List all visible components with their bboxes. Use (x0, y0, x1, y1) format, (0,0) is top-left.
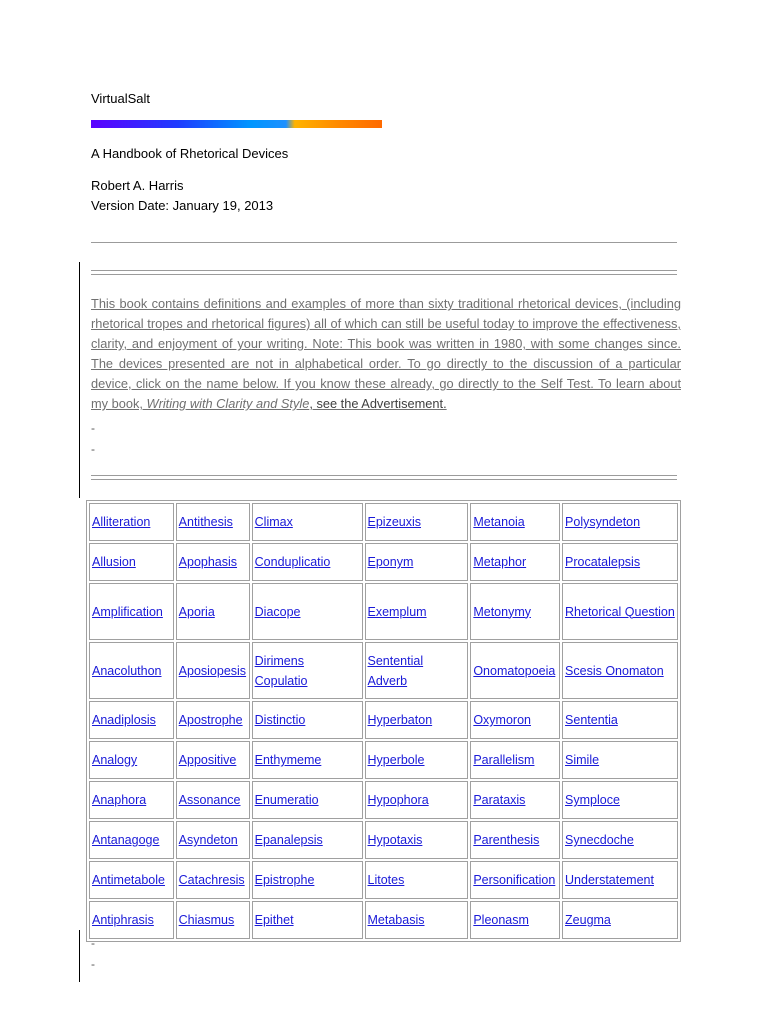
device-link[interactable]: Antithesis (178, 515, 233, 529)
table-cell (176, 781, 250, 819)
device-link[interactable]: Sententia (565, 713, 618, 727)
table-cell (470, 861, 560, 899)
table-cell (470, 821, 560, 859)
device-link[interactable]: Distinctio (254, 713, 306, 727)
device-link[interactable]: Metanoia (473, 515, 525, 529)
table-row (89, 642, 678, 699)
advertisement-link[interactable]: , see the Advertisement. (309, 396, 447, 411)
table-row (89, 583, 678, 640)
table-row (89, 543, 678, 581)
table-cell (470, 503, 560, 541)
device-link[interactable]: Assonance (178, 793, 241, 807)
device-link[interactable]: Personification (473, 873, 556, 887)
table-row (89, 701, 678, 739)
device-link[interactable]: Procatalepsis (565, 555, 641, 569)
device-link[interactable]: Hyperbaton (367, 713, 433, 727)
device-link[interactable]: Metabasis (367, 913, 425, 927)
device-link[interactable]: Anacoluthon (92, 663, 162, 678)
table-row (89, 901, 678, 939)
table-cell (470, 642, 560, 699)
table-row (89, 781, 678, 819)
device-link[interactable]: Eponym (367, 555, 414, 569)
device-link[interactable]: Enthymeme (254, 753, 322, 767)
rhetorical-devices-table (86, 500, 681, 942)
table-cell (470, 583, 560, 640)
device-link[interactable]: Onomatopoeia (473, 663, 556, 678)
device-link[interactable]: Hypophora (367, 793, 429, 807)
table-cell (176, 642, 250, 699)
margin-change-bar (79, 930, 80, 982)
dash-marker: - (91, 936, 95, 950)
table-cell (89, 781, 174, 819)
device-link[interactable]: Apostrophe (178, 713, 243, 727)
horizontal-rule (91, 242, 677, 243)
device-link[interactable]: Synecdoche (565, 833, 634, 847)
device-link[interactable]: Metaphor (473, 555, 527, 569)
table-cell (176, 901, 250, 939)
table-cell (562, 701, 678, 739)
device-link[interactable]: Anaphora (92, 793, 147, 807)
table-cell (176, 821, 250, 859)
device-link[interactable]: Amplification (92, 604, 163, 619)
double-rule-bottom (91, 475, 677, 480)
device-link[interactable]: Symploce (565, 793, 620, 807)
table-cell (176, 861, 250, 899)
table-cell (176, 741, 250, 779)
device-link[interactable]: Epizeuxis (367, 515, 422, 529)
table-cell (176, 543, 250, 581)
device-link[interactable]: Parenthesis (473, 833, 540, 847)
table-row (89, 503, 678, 541)
table-cell (252, 503, 363, 541)
table-cell (562, 781, 678, 819)
author-name: Robert A. Harris (91, 178, 184, 193)
table-cell (562, 741, 678, 779)
device-link[interactable]: Litotes (367, 873, 405, 887)
table-cell (470, 543, 560, 581)
table-cell (252, 642, 363, 699)
intro-paragraph[interactable] (91, 294, 681, 414)
device-link[interactable]: Scesis Onomaton (565, 663, 664, 678)
version-date: Version Date: January 19, 2013 (91, 198, 274, 213)
device-link[interactable]: Conduplicatio (254, 555, 331, 569)
table-cell (365, 701, 469, 739)
device-link[interactable]: Antiphrasis (92, 913, 154, 927)
table-cell (365, 861, 469, 899)
table-cell (562, 583, 678, 640)
device-link[interactable]: Alliteration (92, 515, 151, 529)
device-link[interactable]: Antanagoge (92, 833, 160, 847)
device-link[interactable]: Dirimens Copulatio (254, 653, 308, 688)
device-link[interactable]: Parallelism (473, 753, 535, 767)
device-link[interactable]: Pleonasm (473, 913, 529, 927)
table-cell (470, 701, 560, 739)
table-cell (562, 642, 678, 699)
device-link[interactable]: Climax (254, 515, 293, 529)
intro-text: This book contains definitions and examples of more than sixty traditional rhetorical devices, (including rhetorical tropes and rhetorical figures) all of which can still be useful today to improve the effectiveness, clarity, and enjoyment of your writing. Note: This book was written in 1980, with some changes since. The devices presented are not in alphabetical order. To go directly to the discussion of a particular device, click on the name below. If you know these already, go directly to the Self Test. To learn about my book, (91, 296, 681, 411)
table-cell (89, 741, 174, 779)
table-cell (365, 503, 469, 541)
table-cell (365, 741, 469, 779)
table-cell (365, 781, 469, 819)
device-link[interactable]: Catachresis (178, 873, 245, 887)
device-link[interactable]: Epistrophe (254, 873, 315, 887)
document-title: A Handbook of Rhetorical Devices (91, 146, 289, 161)
table-cell (365, 543, 469, 581)
device-link[interactable]: Appositive (178, 753, 237, 767)
table-row (89, 821, 678, 859)
margin-change-bar (79, 262, 80, 498)
table-cell (365, 642, 469, 699)
table-cell (89, 642, 174, 699)
table-cell (562, 901, 678, 939)
site-name: VirtualSalt (91, 91, 151, 106)
table-cell (252, 821, 363, 859)
device-link[interactable]: Epanalepsis (254, 833, 323, 847)
table-cell (562, 861, 678, 899)
table-cell (252, 701, 363, 739)
device-link[interactable]: Sentential Adverb (367, 653, 424, 688)
device-link[interactable]: Apophasis (178, 555, 238, 569)
table-cell (252, 781, 363, 819)
device-link[interactable]: Polysyndeton (565, 515, 641, 529)
device-link[interactable]: Aposiopesis (178, 663, 247, 678)
device-link[interactable]: Oxymoron (473, 713, 531, 727)
table-cell (89, 701, 174, 739)
table-cell (365, 583, 469, 640)
table-row (89, 741, 678, 779)
table-cell (176, 701, 250, 739)
table-cell (89, 543, 174, 581)
table-row (89, 861, 678, 899)
device-link[interactable]: Antimetabole (92, 873, 165, 887)
dash-marker: - (91, 442, 95, 456)
table-cell (176, 583, 250, 640)
device-link[interactable]: Simile (565, 753, 600, 767)
double-rule-top (91, 270, 677, 275)
device-link[interactable]: Parataxis (473, 793, 526, 807)
table-cell (252, 741, 363, 779)
device-link[interactable]: Asyndeton (178, 833, 238, 847)
table-cell (89, 861, 174, 899)
table-cell (89, 583, 174, 640)
book-title-link[interactable]: Writing with Clarity and Style (146, 396, 310, 411)
device-link[interactable]: Aporia (178, 604, 215, 619)
table-cell (252, 583, 363, 640)
table-cell (365, 821, 469, 859)
device-link[interactable]: Understatement (565, 873, 654, 887)
table-cell (252, 861, 363, 899)
dash-marker: - (91, 957, 95, 971)
device-link[interactable]: Diacope (254, 604, 301, 619)
device-link[interactable]: Metonymy (473, 604, 531, 619)
table-cell (562, 543, 678, 581)
table-cell (89, 503, 174, 541)
table-cell (252, 901, 363, 939)
table-cell (89, 821, 174, 859)
device-link[interactable]: Hypotaxis (367, 833, 423, 847)
table-cell (89, 901, 174, 939)
dash-marker: - (91, 421, 95, 435)
device-link[interactable]: Zeugma (565, 913, 611, 927)
device-link[interactable]: Rhetorical Question (565, 604, 675, 619)
table-cell (470, 901, 560, 939)
device-link[interactable]: Enumeratio (254, 793, 319, 807)
device-link[interactable]: Analogy (92, 753, 138, 767)
table-cell (252, 543, 363, 581)
device-link[interactable]: Exemplum (367, 604, 427, 619)
table-cell (470, 741, 560, 779)
table-cell (176, 503, 250, 541)
table-cell (365, 901, 469, 939)
brand-color-bar (91, 120, 382, 128)
device-link[interactable]: Epithet (254, 913, 294, 927)
table-cell (562, 503, 678, 541)
device-link[interactable]: Anadiplosis (92, 713, 156, 727)
device-link[interactable]: Chiasmus (178, 913, 235, 927)
table-cell (562, 821, 678, 859)
table-cell (470, 781, 560, 819)
device-link[interactable]: Allusion (92, 555, 136, 569)
device-link[interactable]: Hyperbole (367, 753, 425, 767)
